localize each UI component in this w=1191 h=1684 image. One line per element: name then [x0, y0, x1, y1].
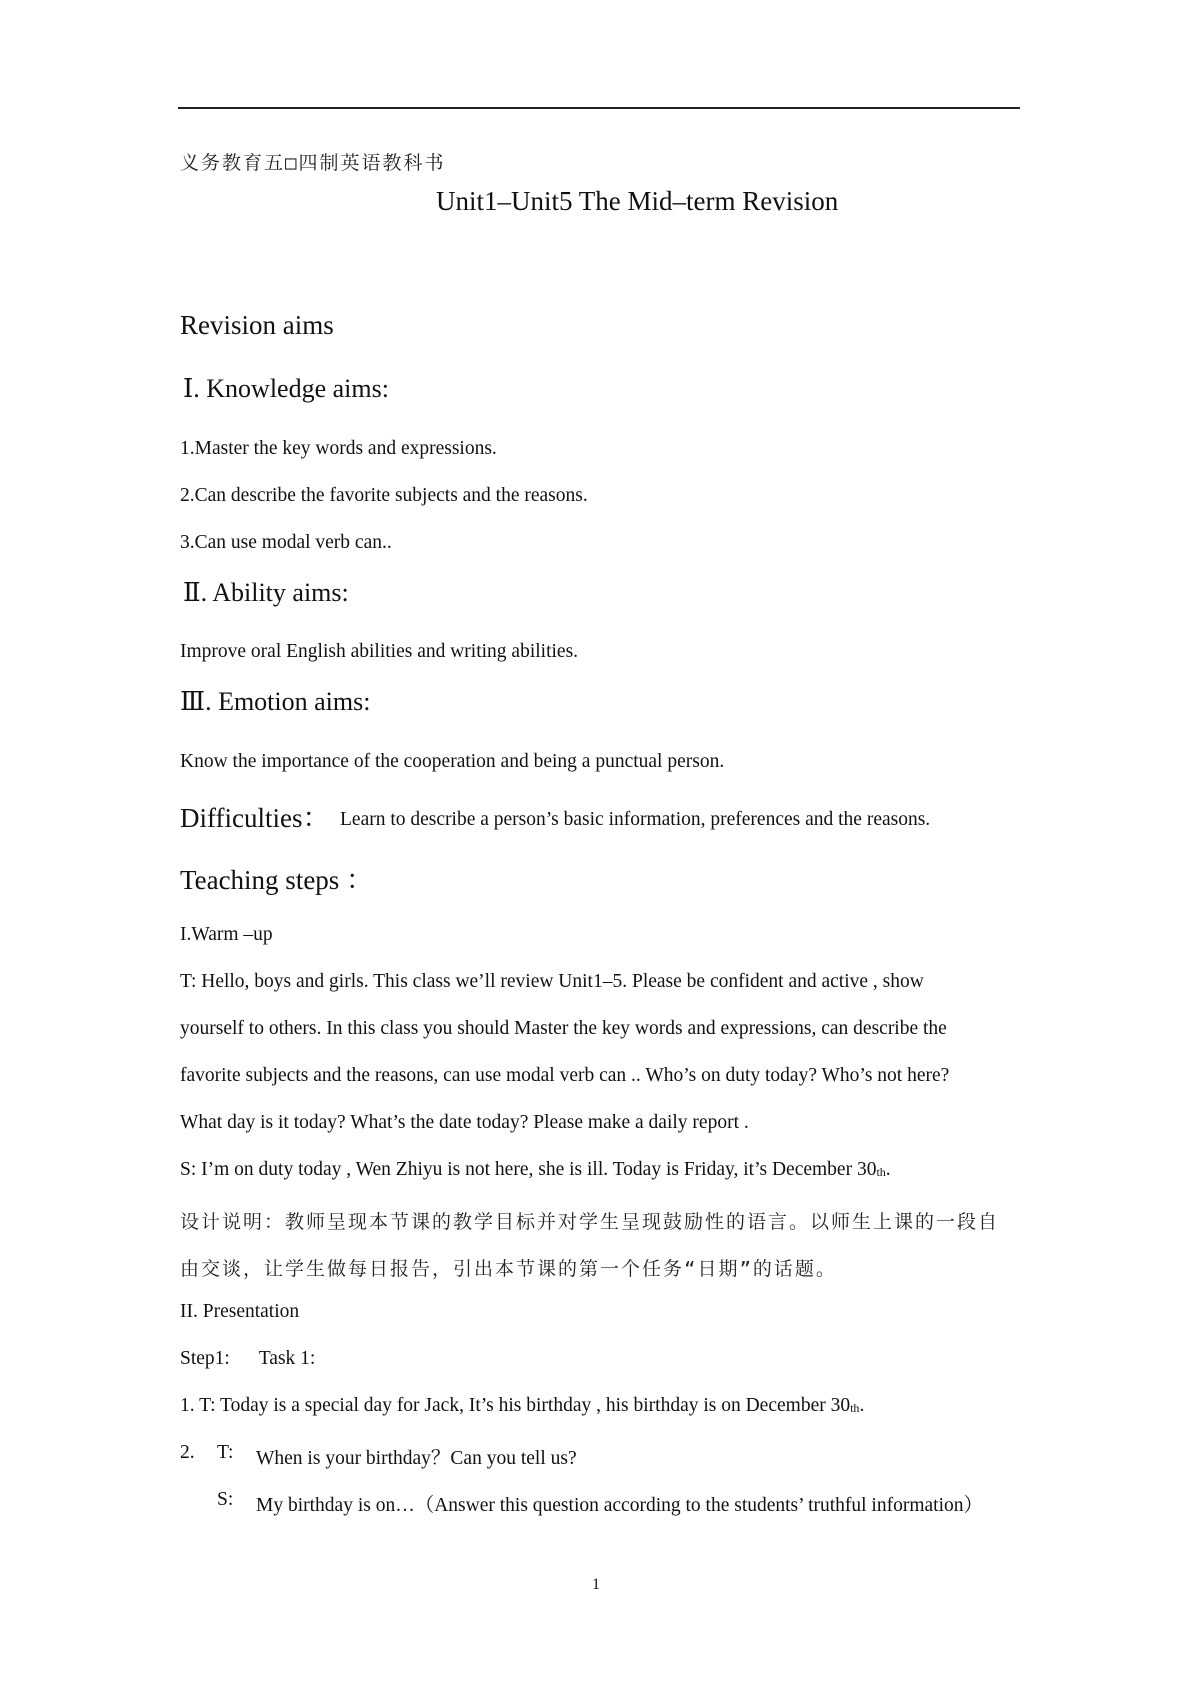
design-note-line-1: 设计说明：教师呈现本节课的教学目标并对学生呈现鼓励性的语言。以师生上课的一段自 [180, 1211, 1000, 1233]
presentation-line-1-ordinal: th [850, 1401, 860, 1415]
student-report-end: . [885, 1159, 891, 1180]
presentation-heading: II. Presentation [180, 1301, 300, 1322]
page-number: 1 [592, 1576, 600, 1593]
series-header: 义务教育五□四制英语教科书 [180, 152, 446, 174]
student-report-line [180, 1159, 891, 1181]
knowledge-item-3: 3.Can use modal verb can.. [180, 532, 392, 553]
emotion-aims-text: Know the importance of the cooperation and being a punctual person. [180, 751, 725, 772]
knowledge-item-2: 2.Can describe the favorite subjects and the reasons. [180, 485, 588, 506]
teacher-line-2: yourself to others. In this class you should Master the key words and expressions, can describe the [180, 1018, 947, 1039]
knowledge-aims-heading: Ⅰ. Knowledge aims: [183, 374, 389, 403]
presentation-line-1-text: 1. T: Today is a special day for Jack, It’s his birthday , his birthday is on December 30 [180, 1395, 851, 1416]
emotion-aims-heading: Ⅲ. Emotion aims: [180, 687, 371, 716]
difficulties-text: Learn to describe a person’s basic information, preferences and the reasons. [340, 809, 931, 830]
presentation-line-3-speaker: S: [217, 1489, 234, 1510]
presentation-line-3-text: My birthday is on…（Answer this question according to the students’ truthful information） [256, 1495, 983, 1516]
student-report-ordinal: th [876, 1165, 886, 1179]
teacher-line-4: What day is it today? What’s the date today? Please make a daily report . [180, 1112, 749, 1133]
revision-aims-heading: Revision aims [180, 310, 334, 340]
page-title: Unit1–Unit5 The Mid–term Revision [436, 186, 839, 216]
ability-aims-heading: Ⅱ. Ability aims: [183, 578, 349, 607]
step-1-label: Step1: Task 1: [180, 1348, 316, 1369]
warm-up-heading: I.Warm –up [180, 924, 273, 945]
student-report-text: S: I’m on duty today , Wen Zhiyu is not here, she is ill. Today is Friday, it’s December 30 [180, 1159, 877, 1180]
header-rule [178, 107, 1020, 109]
ability-aims-text: Improve oral English abilities and writing abilities. [180, 641, 579, 662]
teacher-line-3: favorite subjects and the reasons, can use modal verb can .. Who’s on duty today? Who’s not here? [180, 1065, 950, 1086]
knowledge-item-1: 1.Master the key words and expressions. [180, 438, 497, 459]
teaching-steps-heading: Teaching steps ： [180, 865, 374, 895]
presentation-line-2-speaker: T: [217, 1442, 234, 1463]
presentation-line-1-end: . [859, 1395, 865, 1416]
difficulties-label: Difficulties： [180, 803, 330, 833]
presentation-line-2-text: When is your birthday？Can you tell us? [256, 1448, 577, 1469]
teacher-line-1: T: Hello, boys and girls. This class we’ll review Unit1–5. Please be confident and active , show [180, 971, 924, 992]
presentation-line-2-number: 2. [180, 1442, 195, 1463]
presentation-line-1 [180, 1395, 864, 1417]
design-note-line-2: 由交谈，让学生做每日报告，引出本节课的第一个任务“日期”的话题。 [180, 1258, 837, 1280]
